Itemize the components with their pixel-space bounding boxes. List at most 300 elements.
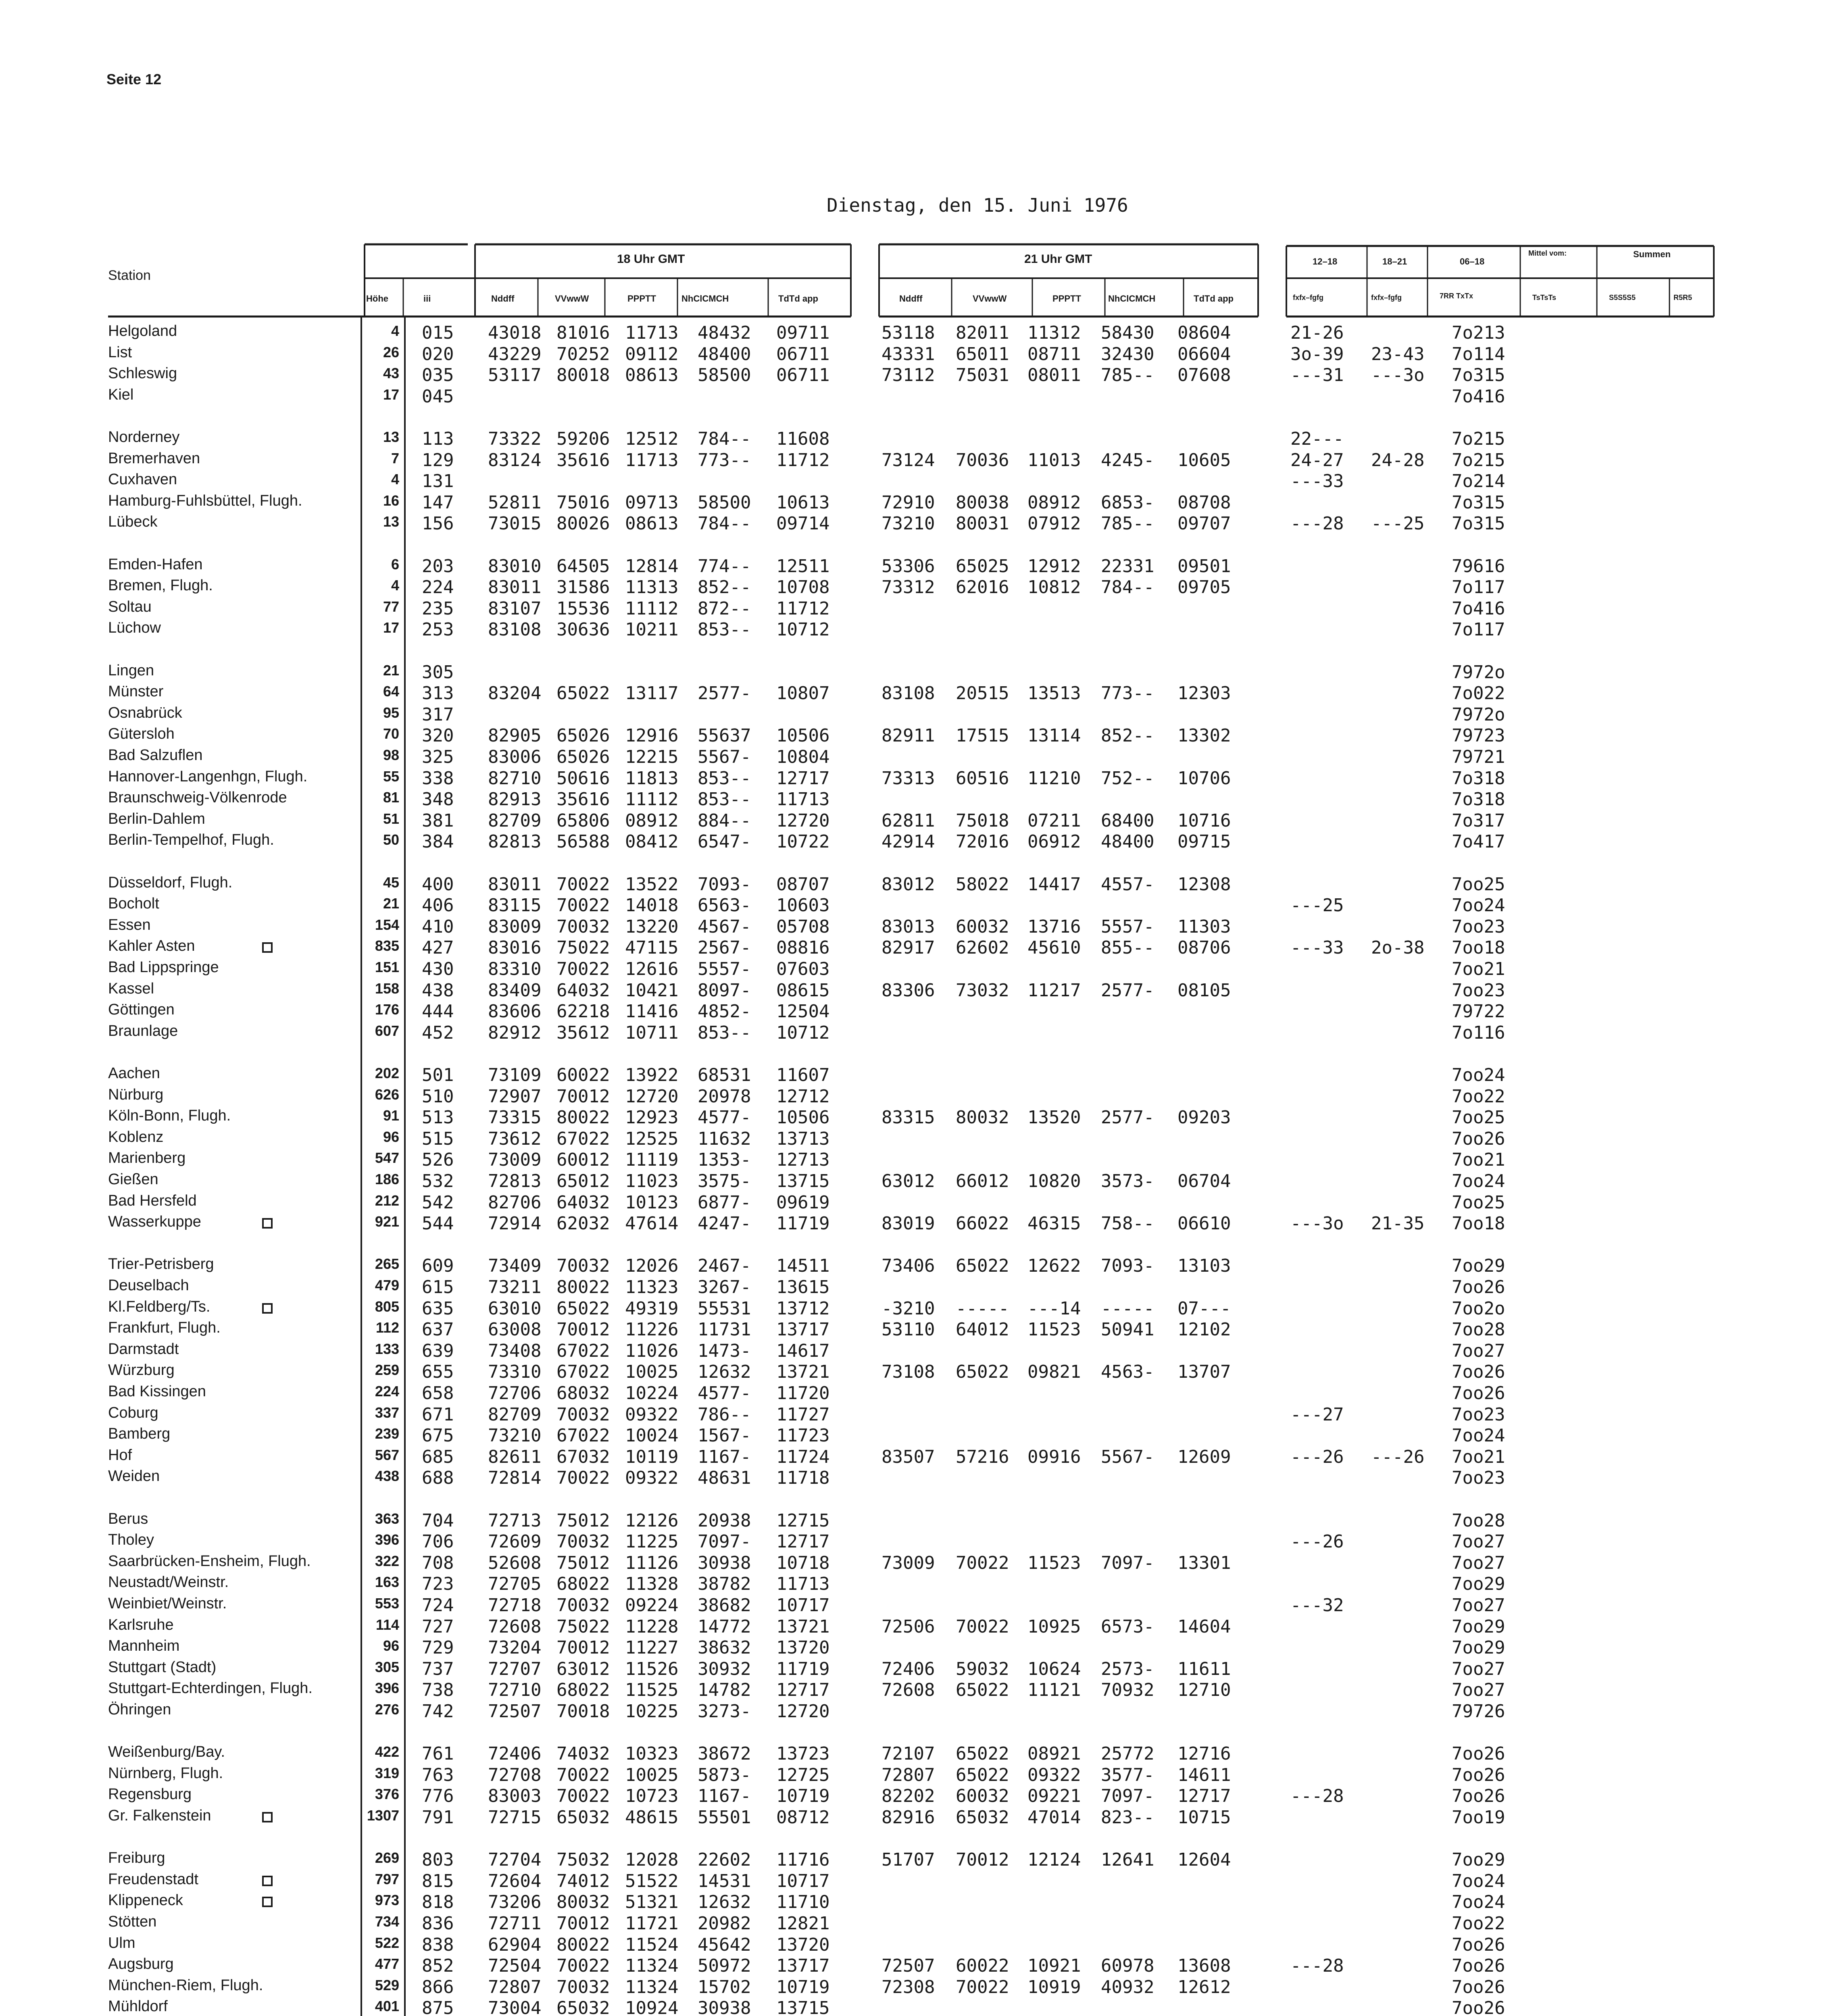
header-r5r5: R5R5 [1673, 294, 1692, 302]
obs-21-group-4: 852-- [1101, 725, 1155, 746]
header-nhcl-21: NhClCMCH [1108, 294, 1156, 304]
station-elevation: 51 [383, 810, 399, 827]
obs-18-group-4: 784-- [698, 513, 751, 534]
obs-18-group-4: 50972 [698, 1956, 751, 1976]
obs-21-group-5: 12303 [1177, 683, 1231, 704]
obs-21-group-1: 73108 [882, 1362, 935, 1383]
obs-18-group-1: 72907 [488, 1086, 542, 1107]
obs-18-group-4: 4852- [698, 1001, 751, 1022]
obs-18-group-1: 83009 [488, 916, 542, 937]
obs-18-group-1: 82912 [488, 1022, 542, 1043]
obs-18-group-2: 35616 [556, 789, 610, 810]
station-id: 427 [422, 937, 454, 958]
obs-21-group-2: 72016 [956, 831, 1009, 852]
extreme-06-18: 7oo25 [1452, 874, 1505, 895]
obs-21-group-1: 83306 [882, 980, 935, 1001]
station-id: 763 [422, 1764, 454, 1785]
obs-18-group-2: 64032 [556, 980, 610, 1001]
obs-21-group-2: 20515 [956, 683, 1009, 704]
gust-12-18: ---27 [1290, 1404, 1344, 1425]
station-id: 400 [422, 874, 454, 895]
obs-18-group-5: 10708 [776, 577, 830, 598]
extreme-06-18: 7o315 [1452, 513, 1505, 534]
obs-21-group-2: 17515 [956, 725, 1009, 746]
station-name: Klippeneck [108, 1892, 183, 1909]
obs-18-group-1: 72807 [488, 1976, 542, 1997]
obs-21-group-5: 06604 [1177, 344, 1231, 364]
obs-18-group-1: 83409 [488, 980, 542, 1001]
obs-18-group-5: 09714 [776, 513, 830, 534]
gust-12-18: ---31 [1290, 365, 1344, 386]
obs-18-group-5: 11719 [776, 1658, 830, 1679]
station-name: Emden-Hafen [108, 556, 203, 573]
station-name: Hof [108, 1446, 132, 1464]
extreme-06-18: 7oo21 [1452, 1446, 1505, 1467]
obs-21-group-1: 62811 [882, 810, 935, 831]
station-elevation: 17 [383, 619, 399, 636]
station-elevation: 4 [391, 577, 399, 594]
obs-21-group-3: 10921 [1027, 1956, 1081, 1976]
obs-18-group-5: 10712 [776, 619, 830, 640]
gust-18-21: 23-43 [1371, 344, 1425, 364]
extreme-06-18: 7oo28 [1452, 1319, 1505, 1340]
obs-18-group-2: 63012 [556, 1658, 610, 1679]
obs-18-group-4: 4247- [698, 1213, 751, 1234]
station-name: Kl.Feldberg/Ts. [108, 1298, 210, 1315]
gust-12-18: ---26 [1290, 1446, 1344, 1467]
obs-21-group-3: 07211 [1027, 810, 1081, 831]
obs-18-group-1: 73310 [488, 1362, 542, 1383]
station-name: Wasserkuppe [108, 1213, 201, 1231]
station-elevation: 91 [383, 1107, 399, 1124]
obs-18-group-1: 72713 [488, 1510, 542, 1531]
header-tdtd-21: TdTd app [1194, 294, 1234, 304]
station-id: 875 [422, 1998, 454, 2016]
station-id: 317 [422, 704, 454, 725]
obs-21-group-5: 12102 [1177, 1319, 1231, 1340]
obs-21-group-4: 773-- [1101, 683, 1155, 704]
obs-18-group-2: 74012 [556, 1870, 610, 1891]
extreme-06-18: 7o416 [1452, 598, 1505, 619]
station-name: Hamburg-Fuhlsbüttel, Flugh. [108, 492, 302, 509]
station-name: Köln-Bonn, Flugh. [108, 1107, 231, 1125]
station-elevation: 7 [391, 450, 399, 467]
obs-18-group-3: 11126 [625, 1552, 679, 1573]
obs-18-group-4: 55501 [698, 1807, 751, 1828]
obs-18-group-3: 12923 [625, 1107, 679, 1128]
station-elevation: 17 [383, 386, 399, 403]
obs-18-group-4: 884-- [698, 810, 751, 831]
obs-18-group-2: 60012 [556, 1150, 610, 1170]
extreme-06-18: 7o318 [1452, 789, 1505, 810]
obs-18-group-5: 10717 [776, 1595, 830, 1616]
extreme-06-18: 7oo22 [1452, 1913, 1505, 1934]
obs-21-group-1: 73009 [882, 1552, 935, 1573]
obs-18-group-3: 08912 [625, 810, 679, 831]
obs-18-group-2: 65022 [556, 683, 610, 704]
station-name: Bad Lippspringe [108, 959, 219, 976]
obs-18-group-3: 49319 [625, 1298, 679, 1319]
obs-18-group-3: 11226 [625, 1319, 679, 1340]
station-elevation: 45 [383, 874, 399, 891]
station-id: 838 [422, 1934, 454, 1955]
obs-18-group-4: 20938 [698, 1510, 751, 1531]
obs-18-group-4: 852-- [698, 577, 751, 598]
obs-18-group-4: 1473- [698, 1340, 751, 1361]
obs-18-group-2: 70032 [556, 1595, 610, 1616]
obs-21-group-4: 25772 [1101, 1743, 1155, 1764]
extreme-06-18: 7oo24 [1452, 1065, 1505, 1085]
obs-21-group-1: 72507 [882, 1956, 935, 1976]
obs-18-group-5: 13721 [776, 1616, 830, 1637]
extreme-06-18: 7o022 [1452, 683, 1505, 704]
obs-18-group-3: 10025 [625, 1764, 679, 1785]
extreme-06-18: 7o315 [1452, 492, 1505, 513]
obs-21-group-3: 11217 [1027, 980, 1081, 1001]
mountain-station-marker-icon [262, 942, 273, 953]
station-id: 381 [422, 810, 454, 831]
obs-18-group-2: 75022 [556, 937, 610, 958]
obs-18-group-2: 67022 [556, 1425, 610, 1446]
obs-18-group-5: 12717 [776, 768, 830, 789]
obs-21-group-1: 53306 [882, 556, 935, 577]
obs-18-group-4: 14531 [698, 1870, 751, 1891]
obs-18-group-4: 12632 [698, 1892, 751, 1913]
obs-18-group-5: 14617 [776, 1340, 830, 1361]
obs-21-group-2: 70012 [956, 1849, 1009, 1870]
obs-18-group-3: 11721 [625, 1913, 679, 1934]
extreme-06-18: 7oo26 [1452, 1786, 1505, 1807]
extreme-06-18: 7oo23 [1452, 1468, 1505, 1489]
obs-18-group-2: 70012 [556, 1319, 610, 1340]
extreme-06-18: 7oo26 [1452, 1764, 1505, 1785]
obs-21-group-2: 60516 [956, 768, 1009, 789]
obs-18-group-3: 10211 [625, 619, 679, 640]
obs-21-group-2: 82011 [956, 323, 1009, 343]
obs-21-group-4: 5557- [1101, 916, 1155, 937]
obs-18-group-3: 13522 [625, 874, 679, 895]
obs-18-group-2: 70022 [556, 1468, 610, 1489]
station-elevation: 376 [375, 1786, 399, 1803]
obs-18-group-2: 75032 [556, 1849, 610, 1870]
obs-18-group-1: 72814 [488, 1468, 542, 1489]
obs-21-group-3: 10820 [1027, 1171, 1081, 1191]
obs-18-group-3: 12215 [625, 747, 679, 767]
extreme-06-18: 7oo22 [1452, 1086, 1505, 1107]
obs-18-group-5: 08712 [776, 1807, 830, 1828]
obs-18-group-3: 13922 [625, 1065, 679, 1085]
station-name: Lüchow [108, 619, 161, 637]
extreme-06-18: 7oo18 [1452, 1213, 1505, 1234]
obs-21-group-5: 12710 [1177, 1680, 1231, 1701]
obs-21-group-5: 09715 [1177, 831, 1231, 852]
obs-21-group-5: 06610 [1177, 1213, 1231, 1234]
obs-18-group-5: 08816 [776, 937, 830, 958]
obs-18-group-2: 75016 [556, 492, 610, 513]
obs-18-group-2: 80032 [556, 1892, 610, 1913]
obs-18-group-4: 11632 [698, 1128, 751, 1149]
station-name: Freiburg [108, 1849, 165, 1867]
obs-18-group-1: 73109 [488, 1065, 542, 1085]
obs-21-group-2: 65025 [956, 556, 1009, 577]
station-name: Hannover-Langenhgn, Flugh. [108, 768, 308, 785]
obs-21-group-3: ---14 [1027, 1298, 1081, 1319]
obs-18-group-3: 11713 [625, 323, 679, 343]
header-ppptt-18: PPPTT [627, 294, 656, 304]
station-id: 615 [422, 1277, 454, 1297]
station-name: Kiel [108, 386, 134, 403]
obs-21-group-3: 08711 [1027, 344, 1081, 364]
obs-18-group-5: 11718 [776, 1468, 830, 1489]
station-name: Koblenz [108, 1128, 164, 1145]
obs-21-group-3: 13513 [1027, 683, 1081, 704]
station-id: 791 [422, 1807, 454, 1828]
obs-18-group-5: 11719 [776, 1213, 830, 1234]
obs-18-group-4: 5567- [698, 747, 751, 767]
obs-21-group-4: 6573- [1101, 1616, 1155, 1637]
obs-21-group-4: 50941 [1101, 1319, 1155, 1340]
station-elevation: 607 [375, 1022, 399, 1039]
obs-18-group-2: 35612 [556, 1022, 610, 1043]
obs-18-group-5: 11723 [776, 1425, 830, 1446]
obs-18-group-1: 72706 [488, 1383, 542, 1404]
obs-21-group-2: 62016 [956, 577, 1009, 598]
obs-18-group-2: 15536 [556, 598, 610, 619]
obs-21-group-2: 59032 [956, 1658, 1009, 1679]
obs-18-group-2: 30636 [556, 619, 610, 640]
obs-18-group-4: 38782 [698, 1574, 751, 1595]
station-name: Gießen [108, 1171, 158, 1188]
obs-18-group-1: 72406 [488, 1743, 542, 1764]
obs-18-group-5: 12725 [776, 1764, 830, 1785]
obs-21-group-1: 72308 [882, 1976, 935, 1997]
station-elevation: 114 [375, 1616, 399, 1633]
obs-18-group-5: 13717 [776, 1319, 830, 1340]
obs-18-group-1: 82710 [488, 768, 542, 789]
obs-21-group-5: 11611 [1177, 1658, 1231, 1679]
station-id: 544 [422, 1213, 454, 1234]
extreme-06-18: 7oo24 [1452, 1171, 1505, 1191]
station-elevation: 626 [375, 1086, 399, 1103]
obs-18-group-4: 30938 [698, 1998, 751, 2016]
station-name: Kahler Asten [108, 937, 195, 955]
station-id: 156 [422, 513, 454, 534]
station-id: 224 [422, 577, 454, 598]
obs-18-group-3: 10025 [625, 1362, 679, 1383]
obs-21-group-4: 4563- [1101, 1362, 1155, 1383]
station-id: 852 [422, 1956, 454, 1976]
obs-18-group-4: 14772 [698, 1616, 751, 1637]
station-elevation: 438 [375, 1468, 399, 1485]
station-name: Mannheim [108, 1637, 180, 1655]
obs-18-group-5: 05708 [776, 916, 830, 937]
obs-21-group-5: 13302 [1177, 725, 1231, 746]
station-id: 035 [422, 365, 454, 386]
obs-18-group-5: 10613 [776, 492, 830, 513]
obs-21-group-3: 07912 [1027, 513, 1081, 534]
station-id: 671 [422, 1404, 454, 1425]
obs-18-group-1: 83006 [488, 747, 542, 767]
obs-21-group-5: 12612 [1177, 1976, 1231, 1997]
station-id: 253 [422, 619, 454, 640]
obs-18-group-2: 50616 [556, 768, 610, 789]
station-elevation: 13 [383, 429, 399, 445]
obs-18-group-2: 75012 [556, 1552, 610, 1573]
obs-21-group-1: 83507 [882, 1446, 935, 1467]
obs-21-group-1: 72506 [882, 1616, 935, 1637]
obs-21-group-1: 82917 [882, 937, 935, 958]
extreme-06-18: 7oo26 [1452, 1956, 1505, 1976]
obs-18-group-2: 75012 [556, 1510, 610, 1531]
obs-18-group-3: 10421 [625, 980, 679, 1001]
obs-21-group-4: ----- [1101, 1298, 1155, 1319]
extreme-06-18: 7oo27 [1452, 1680, 1505, 1701]
obs-18-group-4: 853-- [698, 619, 751, 640]
obs-21-group-5: 07--- [1177, 1298, 1231, 1319]
obs-21-group-2: 65032 [956, 1807, 1009, 1828]
obs-18-group-1: 82913 [488, 789, 542, 810]
station-elevation: 1307 [367, 1807, 399, 1824]
station-name: Trier-Petrisberg [108, 1256, 214, 1273]
header-tx: 7RR TxTx [1440, 292, 1473, 300]
obs-18-group-5: 13615 [776, 1277, 830, 1297]
station-name: Neustadt/Weinstr. [108, 1574, 229, 1591]
obs-21-group-4: 855-- [1101, 937, 1155, 958]
station-name: Weinbiet/Weinstr. [108, 1595, 227, 1612]
obs-18-group-2: 75022 [556, 1616, 610, 1637]
obs-21-group-5: 09203 [1177, 1107, 1231, 1128]
obs-18-group-2: 70022 [556, 959, 610, 979]
extreme-06-18: 7oo21 [1452, 959, 1505, 979]
station-id: 438 [422, 980, 454, 1001]
obs-18-group-3: 12720 [625, 1086, 679, 1107]
extreme-06-18: 7oo28 [1452, 1510, 1505, 1531]
obs-18-group-1: 83108 [488, 619, 542, 640]
obs-18-group-4: 784-- [698, 429, 751, 449]
obs-18-group-2: 80018 [556, 365, 610, 386]
station-name: Essen [108, 916, 151, 933]
obs-18-group-4: 20982 [698, 1913, 751, 1934]
obs-18-group-1: 83115 [488, 895, 542, 916]
gust-12-18: ---28 [1290, 1956, 1344, 1976]
station-name: Bocholt [108, 895, 159, 912]
header-nddff-21: Nddff [899, 294, 923, 304]
obs-18-group-2: 70032 [556, 1531, 610, 1552]
obs-18-group-1: 72710 [488, 1680, 542, 1701]
obs-18-group-5: 11712 [776, 450, 830, 471]
extreme-06-18: 7oo23 [1452, 980, 1505, 1001]
station-elevation: 797 [375, 1870, 399, 1887]
station-elevation: 259 [375, 1362, 399, 1379]
obs-18-group-1: 73004 [488, 1998, 542, 2016]
obs-18-group-2: 80022 [556, 1934, 610, 1955]
obs-21-group-5: 12609 [1177, 1446, 1231, 1467]
station-name: Marienberg [108, 1150, 186, 1167]
station-id: 836 [422, 1913, 454, 1934]
mountain-station-marker-icon [262, 1303, 273, 1314]
obs-18-group-4: 2567- [698, 937, 751, 958]
obs-18-group-4: 45642 [698, 1934, 751, 1955]
station-id: 723 [422, 1574, 454, 1595]
obs-18-group-2: 80026 [556, 513, 610, 534]
obs-18-group-2: 70252 [556, 344, 610, 364]
station-name: Darmstadt [108, 1340, 179, 1358]
obs-21-group-3: 13716 [1027, 916, 1081, 937]
obs-18-group-5: 06711 [776, 365, 830, 386]
obs-18-group-3: 11328 [625, 1574, 679, 1595]
obs-18-group-1: 72507 [488, 1701, 542, 1722]
extreme-06-18: 7o117 [1452, 577, 1505, 598]
obs-18-group-2: 62218 [556, 1001, 610, 1022]
obs-18-group-1: 72609 [488, 1531, 542, 1552]
header-hoehe: Höhe [366, 294, 388, 304]
station-id: 655 [422, 1362, 454, 1383]
obs-18-group-2: 70012 [556, 1637, 610, 1658]
obs-21-group-3: 11312 [1027, 323, 1081, 343]
obs-18-group-4: 30932 [698, 1658, 751, 1679]
gust-18-21: 21-35 [1371, 1213, 1425, 1234]
gust-18-21: 24-28 [1371, 450, 1425, 471]
obs-18-group-1: 82709 [488, 810, 542, 831]
extreme-06-18: 7o214 [1452, 471, 1505, 492]
obs-18-group-3: 14018 [625, 895, 679, 916]
gust-12-18: 3o-39 [1290, 344, 1344, 364]
station-id: 020 [422, 344, 454, 364]
obs-18-group-4: 7097- [698, 1531, 751, 1552]
obs-18-group-5: 10722 [776, 831, 830, 852]
extreme-06-18: 7oo23 [1452, 916, 1505, 937]
obs-21-group-1: 83012 [882, 874, 935, 895]
station-name: Osnabrück [108, 704, 182, 721]
obs-21-group-1: 83013 [882, 916, 935, 937]
obs-21-group-5: 11303 [1177, 916, 1231, 937]
extreme-06-18: 7o317 [1452, 810, 1505, 831]
extreme-06-18: 7oo26 [1452, 1362, 1505, 1383]
obs-18-group-2: 67022 [556, 1340, 610, 1361]
mountain-station-marker-icon [262, 1812, 273, 1822]
obs-21-group-5: 12716 [1177, 1743, 1231, 1764]
obs-18-group-5: 11712 [776, 598, 830, 619]
obs-18-group-4: 2467- [698, 1256, 751, 1277]
obs-18-group-5: 12715 [776, 1510, 830, 1531]
header-tdtd-18: TdTd app [778, 294, 818, 304]
station-elevation: 276 [375, 1701, 399, 1718]
obs-21-group-4: 2577- [1101, 980, 1155, 1001]
extreme-06-18: 7o117 [1452, 619, 1505, 640]
station-name: Öhringen [108, 1701, 171, 1718]
extreme-06-18: 7oo24 [1452, 1425, 1505, 1446]
station-name: Braunlage [108, 1022, 178, 1039]
station-elevation: 26 [383, 344, 399, 360]
obs-18-group-4: 15702 [698, 1976, 751, 1997]
obs-21-group-4: 12641 [1101, 1849, 1155, 1870]
obs-18-group-5: 11713 [776, 789, 830, 810]
extreme-06-18: 7oo18 [1452, 937, 1505, 958]
station-name: Bremerhaven [108, 450, 200, 467]
obs-18-group-4: 3575- [698, 1171, 751, 1191]
extreme-06-18: 79722 [1452, 1001, 1505, 1022]
obs-18-group-3: 09322 [625, 1468, 679, 1489]
station-elevation: 202 [375, 1065, 399, 1081]
obs-18-group-5: 09711 [776, 323, 830, 343]
extreme-06-18: 79726 [1452, 1701, 1505, 1722]
station-id: 776 [422, 1786, 454, 1807]
extreme-06-18: 7oo26 [1452, 1976, 1505, 1997]
station-id: 430 [422, 959, 454, 979]
date-line: Dienstag, den 15. Juni 1976 [827, 194, 1128, 216]
obs-18-group-4: 872-- [698, 598, 751, 619]
obs-21-group-5: 12604 [1177, 1849, 1231, 1870]
